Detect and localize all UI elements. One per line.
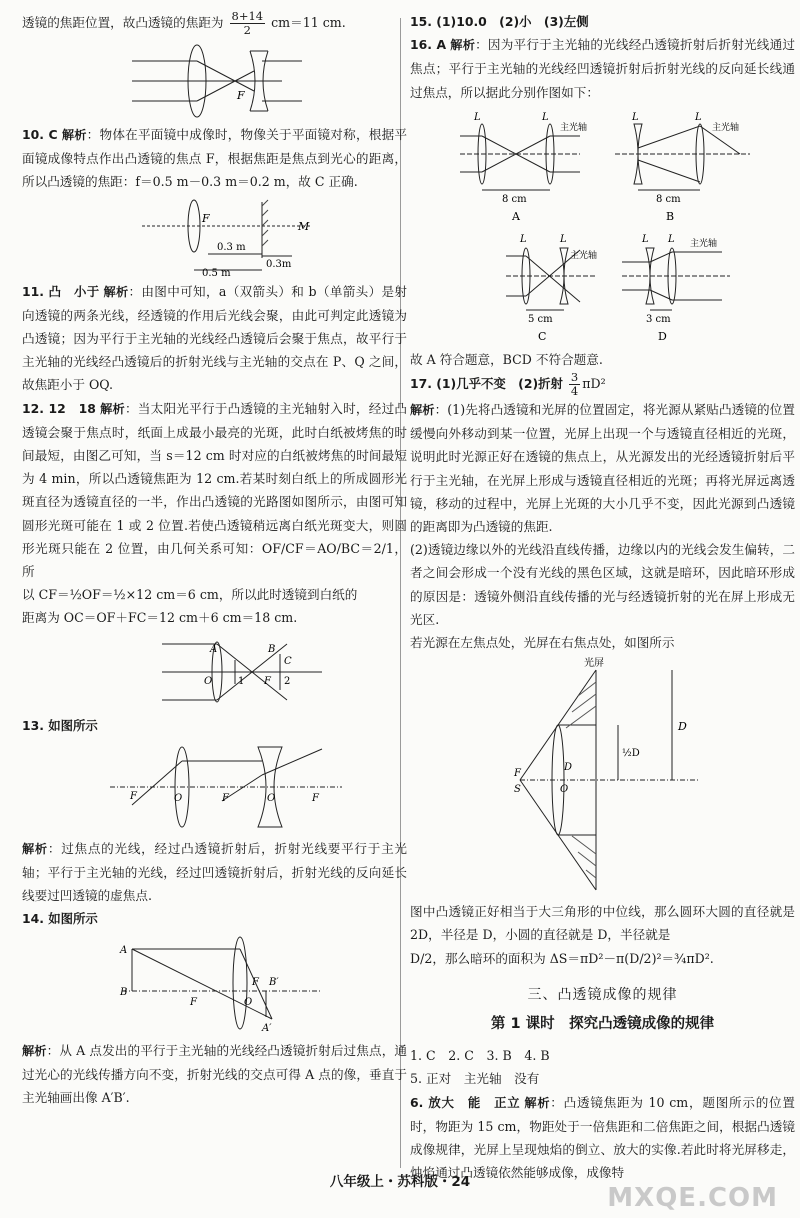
fig10-dim-1: 0.3 m bbox=[217, 241, 246, 253]
q16-diagram-c bbox=[506, 234, 597, 343]
q16a-l1-label: L bbox=[474, 111, 481, 123]
q16d-axis-label: 主光轴 bbox=[690, 238, 718, 249]
q13-keyword: 解析 bbox=[22, 841, 48, 856]
q17-pi-term: πD² bbox=[582, 376, 606, 392]
q16d-dim-label: 3 cm bbox=[646, 313, 671, 325]
fig14-a-label: A bbox=[120, 944, 128, 956]
q16b-dim-label: 8 cm bbox=[656, 193, 681, 205]
q14-analysis bbox=[22, 1039, 407, 1110]
q9-answer-tail bbox=[22, 10, 407, 37]
q17-figure bbox=[410, 656, 795, 898]
q17-halfd-label: ½D bbox=[622, 748, 640, 760]
q13 bbox=[22, 714, 407, 737]
q16a-dim-label: 8 cm bbox=[502, 193, 527, 205]
q17-d-label: D bbox=[678, 720, 687, 734]
fig12-a-label: A bbox=[210, 643, 218, 655]
q11-number: 11. 凸 小于 bbox=[22, 283, 100, 299]
q12-tail: ，所 bbox=[22, 540, 407, 580]
q10 bbox=[22, 123, 407, 194]
q11-keyword: 解析 bbox=[103, 284, 129, 299]
q16-keyword: 解析 bbox=[450, 38, 476, 53]
page-footer: 八年级上・苏科版・24 bbox=[329, 1174, 471, 1190]
q14-number: 14. 如图所示 bbox=[22, 911, 98, 927]
q14 bbox=[22, 907, 407, 930]
q17-frac-num: 3 bbox=[570, 370, 579, 385]
q16-figure bbox=[410, 106, 795, 346]
q16a-caption: A bbox=[512, 209, 520, 223]
q17-analysis-1 bbox=[410, 398, 795, 538]
q13-number: 13. 如图所示 bbox=[22, 717, 98, 733]
q16-diagram-b bbox=[615, 112, 750, 223]
fig9-focus-label: F bbox=[237, 89, 245, 102]
q17-header bbox=[410, 371, 795, 398]
answer-6-text: ：凸透镜焦距为 10 cm，题图所示的位置时，物距为 15 cm，物距处于一倍焦距和二倍焦距之间，根据凸透镜成像规律，光屏上呈现烛焰的倒立、放大的实像.若此时将光屏移走，烛焰通过凸透镜依然能够成像，成像特 bbox=[410, 1094, 795, 1181]
q17-text-1: ：(1)先将凸透镜和光屏的位置固定，将光源从紧贴凸透镜的位置缓慢向外移动到某一位置，光屏上出现一个与透镜直径相近的光斑，说明此时光源正好在透镜的焦点上，从光源发出的光经透镜折射后平行于主光轴，在光屏上形成与透镜直径相近的光斑；再将光屏远离透镜，移动的过程中，光屏上光斑的大小几乎不变，因此光源到凸透镜的距离即为凸透镜的焦距. bbox=[410, 402, 796, 535]
answer-5: 5. 正对 主光轴 没有 bbox=[410, 1071, 540, 1087]
q13-analysis bbox=[22, 837, 407, 908]
q17-o-label: O bbox=[560, 784, 569, 796]
q12-number: 12. 12 18 bbox=[22, 400, 96, 416]
q12-text: ：当太阳光平行于凸透镜的主光轴射入时，经过凸透镜会聚于焦点时，纸面上成最小最亮的光斑，此时白纸被烤焦的时间最短，由图乙可知，当 s＝12 cm 时对应的白纸被烤焦的时间最短为 4 min，所以凸透镜焦距为 12 cm.若某时刻白纸上的所成圆形光斑直径为透镜直径的一半，作出凸透镜的光路图如图所示，由图可知圆形光斑可能在 1 或 2 位置.若使凸透镜稍远离白纸光斑变大，则圆形光斑只能在 2 位置，由几何关系可知： bbox=[22, 400, 408, 556]
q17-number: 17. (1)几乎不变 (2)折射 bbox=[410, 376, 563, 392]
q15 bbox=[410, 10, 795, 33]
fig14-f2-label: F bbox=[252, 976, 259, 988]
q16b-axis-label: 主光轴 bbox=[712, 122, 740, 133]
fig10-focus-label: F bbox=[202, 211, 210, 225]
q14-keyword: 解析 bbox=[22, 1043, 47, 1058]
fig13-f1-label: F bbox=[130, 790, 137, 802]
left-column bbox=[22, 10, 407, 1109]
fig12-b-label: B bbox=[268, 643, 276, 655]
fig10-dim-2: 0.3m bbox=[266, 258, 292, 270]
q14-text: ：从 A 点发出的平行于主光轴的光线经凸透镜折射后过焦点，通过光心的光线传播方向不变，折射光线的交点可得 A 点的像，垂直于主光轴画出像 A′B′. bbox=[22, 1042, 407, 1106]
q16a-l2-label: L bbox=[542, 111, 549, 123]
answer-6-number: 6. 放大 能 正立 bbox=[410, 1094, 521, 1110]
fig12-o-label: O bbox=[204, 675, 213, 687]
watermark: MXQE.COM bbox=[607, 1183, 778, 1213]
q16 bbox=[410, 33, 795, 104]
q16c-axis-label: 主光轴 bbox=[570, 250, 598, 261]
q17-lens-d-label: D bbox=[564, 762, 573, 774]
q16d-l1-label: L bbox=[668, 233, 675, 245]
q17-fraction bbox=[569, 371, 580, 398]
q10-keyword: 解析 bbox=[61, 128, 87, 142]
lesson-title: 第 1 课时 探究凸透镜成像的规律 bbox=[490, 1016, 715, 1033]
q17-frac-den: 4 bbox=[570, 384, 579, 399]
q14-figure bbox=[22, 933, 407, 1037]
q16b-l1-label: L bbox=[695, 111, 702, 123]
fig13-o2-label: O bbox=[267, 792, 276, 804]
section-title: 三、凸透镜成像的规律 bbox=[527, 986, 678, 1003]
q16d-caption: D bbox=[658, 329, 667, 343]
fig14-b-label: B bbox=[120, 986, 128, 998]
fig13-o1-label: O bbox=[174, 792, 183, 804]
q17-screen-label: 光屏 bbox=[584, 658, 604, 670]
q12-cf-line: 以 CF＝½OF＝½×12 cm＝6 cm，所以此时透镜到白纸的 bbox=[22, 587, 358, 603]
q12-ratio: OF/CF＝AO/BC＝2/1 bbox=[261, 540, 394, 556]
q16-conclusion: 故 A 符合题意，BCD 不符合题意. bbox=[410, 351, 603, 367]
q9-figure bbox=[22, 39, 407, 121]
q17-text-3: 若光源在左焦点处，光屏在右焦点处，如图所示 bbox=[410, 635, 675, 651]
q16b-l2-label: L bbox=[632, 111, 639, 123]
fig13-f2-label: F bbox=[222, 792, 229, 804]
answers-1-4: 1. C 2. C 3. B 4. B bbox=[410, 1048, 550, 1064]
q13-figure bbox=[22, 739, 407, 835]
q16c-dim-label: 5 cm bbox=[528, 313, 553, 325]
fig12-c-label: C bbox=[284, 655, 292, 667]
fig14-o-label: O bbox=[244, 996, 253, 1008]
q9-text: 透镜的焦距位置，故凸透镜的焦距为 bbox=[22, 15, 224, 30]
fig10-m-label: M bbox=[298, 219, 310, 233]
q10-text: ：物体在平面镜中成像时，物像关于平面镜对称，根据平面镜成像特点作出凸透镜的焦点 F，根据焦距是焦点到光心的距离，所以凸透镜的焦距：f＝0.5 m－0.3 m＝0.2 m，故 C 正确. bbox=[22, 127, 408, 190]
right-column bbox=[410, 10, 795, 1184]
q9-text-2: cm＝11 cm. bbox=[271, 15, 346, 30]
fig12-pos2-label: 2 bbox=[284, 675, 291, 687]
q13-text: ：过焦点的光线，经过凸透镜折射后，折射光线要平行于主光轴；平行于主光轴的光线，经过凹透镜折射后，折射光线的反向延长线要过凹透镜的虚焦点. bbox=[22, 840, 408, 904]
q16-diagram-a bbox=[460, 112, 587, 223]
fig12-pos1-label: 1 bbox=[238, 675, 245, 687]
q17-text-5: D/2，那么暗环的面积为 ΔS＝πD²－π(D/2)²＝¾πD². bbox=[410, 950, 714, 966]
answer-6-keyword: 解析 bbox=[524, 1095, 551, 1110]
q9-fraction bbox=[230, 10, 266, 37]
q17-text-4: 图中凸透镜正好相当于大三角形的中位线，那么圆环大圆的直径就是 2D，半径是 D，小圆的直径就是 D，半径就是 bbox=[410, 904, 795, 943]
q16a-axis-label: 主光轴 bbox=[560, 122, 588, 133]
q16c-caption: C bbox=[538, 329, 547, 343]
q9-frac-num: 8+14 bbox=[231, 9, 264, 23]
fig14-a-image-label: A′ bbox=[262, 1022, 272, 1034]
fig10-dim-3: 0.5 m bbox=[202, 267, 231, 278]
q12 bbox=[22, 397, 407, 584]
fig14-f1-label: F bbox=[190, 996, 197, 1008]
q12-figure bbox=[22, 632, 407, 712]
q11 bbox=[22, 280, 407, 397]
q16-diagram-d bbox=[622, 234, 730, 343]
q10-figure bbox=[22, 196, 407, 278]
q16b-caption: B bbox=[666, 209, 675, 223]
q16d-l2-label: L bbox=[642, 233, 649, 245]
q17-text-2: (2)透镜边缘以外的光线沿直线传播，边缘以内的光线会发生偏转，二者之间会形成一个没有光线的黑色区域，这就是暗环，因此暗环形成的原因是：透镜外侧沿直线传播的光与经透镜折射的光在屏上形成无光区. bbox=[410, 542, 795, 627]
q9-frac-den: 2 bbox=[243, 23, 251, 37]
q12-keyword: 解析 bbox=[99, 401, 125, 416]
q16c-l1-label: L bbox=[560, 233, 567, 245]
q12-distance-line: 距离为 OC＝OF＋FC＝12 cm＋6 cm＝18 cm. bbox=[22, 610, 298, 626]
fig14-b-image-label: B′ bbox=[269, 976, 279, 988]
fig13-f3-label: F bbox=[312, 792, 319, 804]
q16-number: 16. A bbox=[410, 37, 447, 53]
q10-number: 10. C bbox=[22, 127, 58, 142]
q17-s-label: S bbox=[514, 784, 521, 796]
q15-text: 15. (1)10.0 (2)小 (3)左侧 bbox=[410, 14, 589, 29]
q17-keyword: 解析 bbox=[410, 403, 435, 418]
fig12-f-label: F bbox=[264, 675, 271, 687]
q16c-l2-label: L bbox=[520, 233, 527, 245]
q17-f-label: F bbox=[514, 768, 521, 780]
q16-text: ：因为平行于主光轴的光线经凸透镜折射后折射光线通过焦点；平行于主光轴的光线经凹透镜折射后折射光线的反向延长线通过焦点，所以据此分别作图如下： bbox=[410, 37, 796, 100]
q11-text: ：由图中可知，a（双箭头）和 b（单箭头）是射向透镜的两条光线，经透镜的作用后光线会聚，由此可判定此透镜为凸透镜；因为平行于主光轴的光线经凸透镜后会聚于焦点，故平行于主光轴的光线经凸透镜后的折射光线与主光轴的交点在 P、Q 之间，故焦距小于 OQ. bbox=[22, 283, 408, 393]
